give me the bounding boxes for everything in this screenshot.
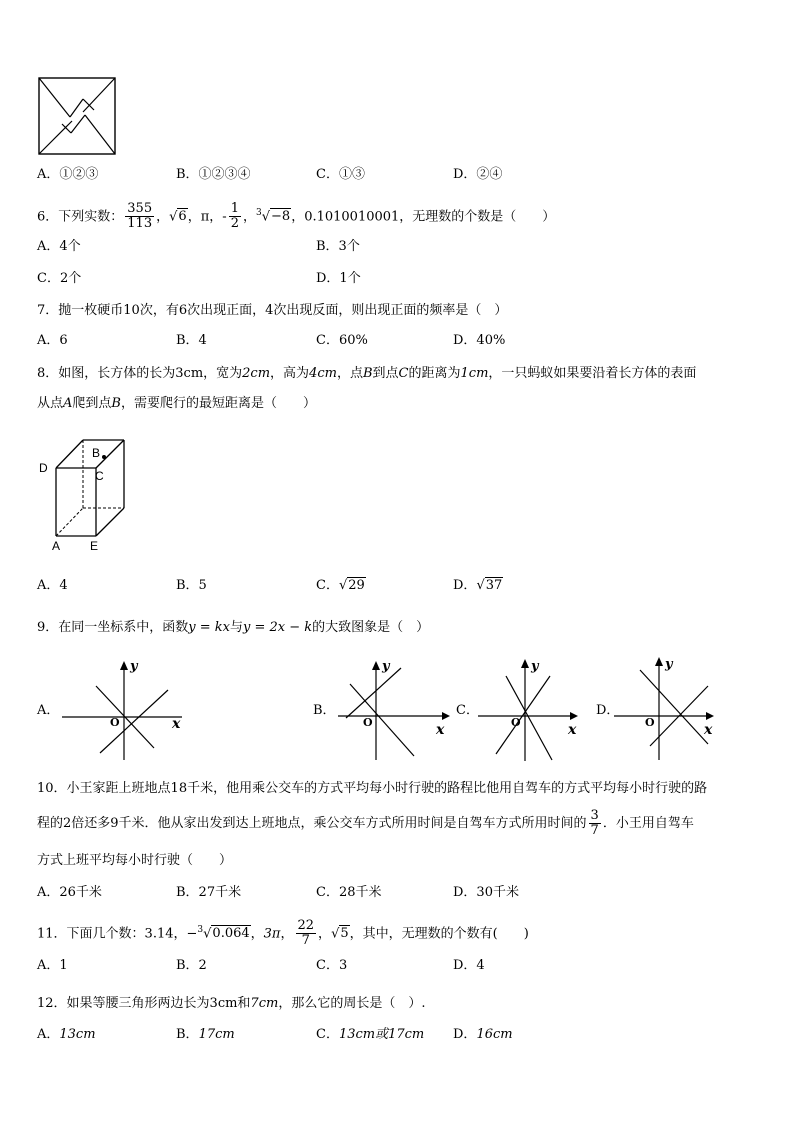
q9-option-a[interactable]: A．: [37, 703, 60, 718]
q11-stem: 11．下面几个数：3.14，−$^3$√0.064，3π， $\frac{22}{7}$ ，√5，其中，无理数的个数有( ): [37, 918, 529, 949]
label-A: A: [52, 539, 61, 553]
q10-stem-line3: 方式上班平均每小时行驶（ ）: [37, 853, 233, 868]
q5-option-d[interactable]: D．②④: [453, 167, 503, 182]
q12-option-c[interactable]: C．13cm或17cm: [316, 1027, 425, 1042]
q7-option-d[interactable]: D．40%: [453, 333, 506, 348]
q9-stem: 9．在同一坐标系中，函数y = kx与y = 2x − k的大致图象是（ ）: [37, 620, 430, 635]
q7-option-b[interactable]: B．4: [176, 333, 207, 348]
q9-d-y-label: y: [665, 657, 673, 672]
q10-option-c[interactable]: C．28千米: [316, 885, 382, 900]
q5-option-c[interactable]: C．①③: [316, 167, 365, 182]
label-D: D: [39, 461, 48, 475]
q10-fraction-3-7: $\frac{3}{7}$: [590, 808, 599, 838]
label-E: E: [90, 539, 99, 553]
q12-option-a[interactable]: A．13cm: [37, 1027, 96, 1042]
q11-option-c[interactable]: C．3: [316, 958, 348, 973]
q8-option-c[interactable]: C．√29: [316, 578, 365, 593]
q10-stem-line2: 程的2倍还多9千米．他从家出发到达上班地点，乘公交车方式所用时间是自驾车方式所用时间的 $\frac{3}{7}$ ．小王用自驾车: [37, 808, 694, 838]
q10-option-d[interactable]: D．30千米: [453, 885, 519, 900]
q6-option-b[interactable]: B．3个: [316, 239, 360, 254]
q9-graph-b[interactable]: [336, 658, 456, 763]
cuboid-figure: [38, 436, 138, 554]
q11-option-d[interactable]: D．4: [453, 958, 485, 973]
q12-stem: 12．如果等腰三角形两边长为3cm和7cm，那么它的周长是（ ）.: [37, 996, 426, 1011]
q6-stem: 6．下列实数： $\frac{355}{113}$ ，√6，π，- $\frac{1}{2}$ ，$^3$√−8，0.1010010001，无理数的个数是（ ）: [37, 201, 556, 232]
q9-graph-c[interactable]: [476, 656, 586, 764]
q12-option-d[interactable]: D．16cm: [453, 1027, 513, 1042]
q9-d-origin: O: [645, 716, 655, 729]
q6-fraction-355-113: $\frac{355}{113}$: [127, 201, 153, 232]
q9-c-origin: O: [511, 716, 521, 729]
q9-graph-a[interactable]: [60, 658, 190, 763]
q9-c-x-label: x: [568, 722, 577, 738]
q5-option-b[interactable]: B．①②③④: [176, 167, 251, 182]
q9-a-y-label: y: [130, 659, 138, 674]
q8-stem-line1: 8．如图，长方体的长为3cm，宽为2cm，高为4cm，点B到点C的距离为1cm，一只蚂蚁如果要沿着长方体的表面: [37, 366, 697, 381]
label-B: B: [92, 446, 101, 460]
q7-option-c[interactable]: C．60%: [316, 333, 368, 348]
q8-option-d[interactable]: D．√37: [453, 578, 503, 593]
q7-option-a[interactable]: A．6: [37, 333, 68, 348]
q9-option-d[interactable]: D．: [596, 703, 620, 718]
q10-stem-line1: 10．小王家距上班地点18千米，他用乘公交车的方式平均每小时行驶的路程比他用自驾车的方式平均每小时行驶的路: [37, 781, 708, 796]
q6-option-d[interactable]: D．1个: [316, 271, 361, 286]
q9-c-y-label: y: [531, 659, 539, 674]
q11-option-a[interactable]: A．1: [37, 958, 68, 973]
q9-option-c[interactable]: C．: [456, 703, 479, 718]
q5-option-a[interactable]: A．①②③: [37, 167, 99, 182]
q9-option-b[interactable]: B．: [313, 703, 336, 718]
q9-b-y-label: y: [382, 659, 390, 674]
q8-stem-line2: 从点A爬到点B，需要爬行的最短距离是（ ）: [37, 396, 316, 411]
label-C: C: [95, 469, 104, 483]
q6-option-c[interactable]: C．2个: [37, 271, 82, 286]
q12-option-b[interactable]: B．17cm: [176, 1027, 235, 1042]
q11-fraction-22-7: $\frac{22}{7}$: [297, 918, 315, 949]
q6-option-a[interactable]: A．4个: [37, 239, 81, 254]
q6-prefix: 6．下列实数：: [37, 209, 124, 225]
q9-graph-d[interactable]: [612, 654, 722, 762]
q8-option-a[interactable]: A．4: [37, 578, 68, 593]
q6-fraction-1-2: $\frac{1}{2}$: [230, 201, 239, 232]
q9-a-x-label: x: [172, 716, 181, 732]
pinwheel-square-figure: [38, 77, 118, 157]
q11-option-b[interactable]: B．2: [176, 958, 207, 973]
q9-d-x-label: x: [704, 722, 713, 738]
q10-option-b[interactable]: B．27千米: [176, 885, 242, 900]
q9-b-x-label: x: [436, 722, 445, 738]
q10-option-a[interactable]: A．26千米: [37, 885, 102, 900]
q7-stem: 7．抛一枚硬币10次，有6次出现正面，4次出现反面，则出现正面的频率是（ ）: [37, 303, 508, 318]
q8-option-b[interactable]: B．5: [176, 578, 207, 593]
q9-a-origin: O: [110, 716, 120, 729]
q9-b-origin: O: [363, 716, 373, 729]
